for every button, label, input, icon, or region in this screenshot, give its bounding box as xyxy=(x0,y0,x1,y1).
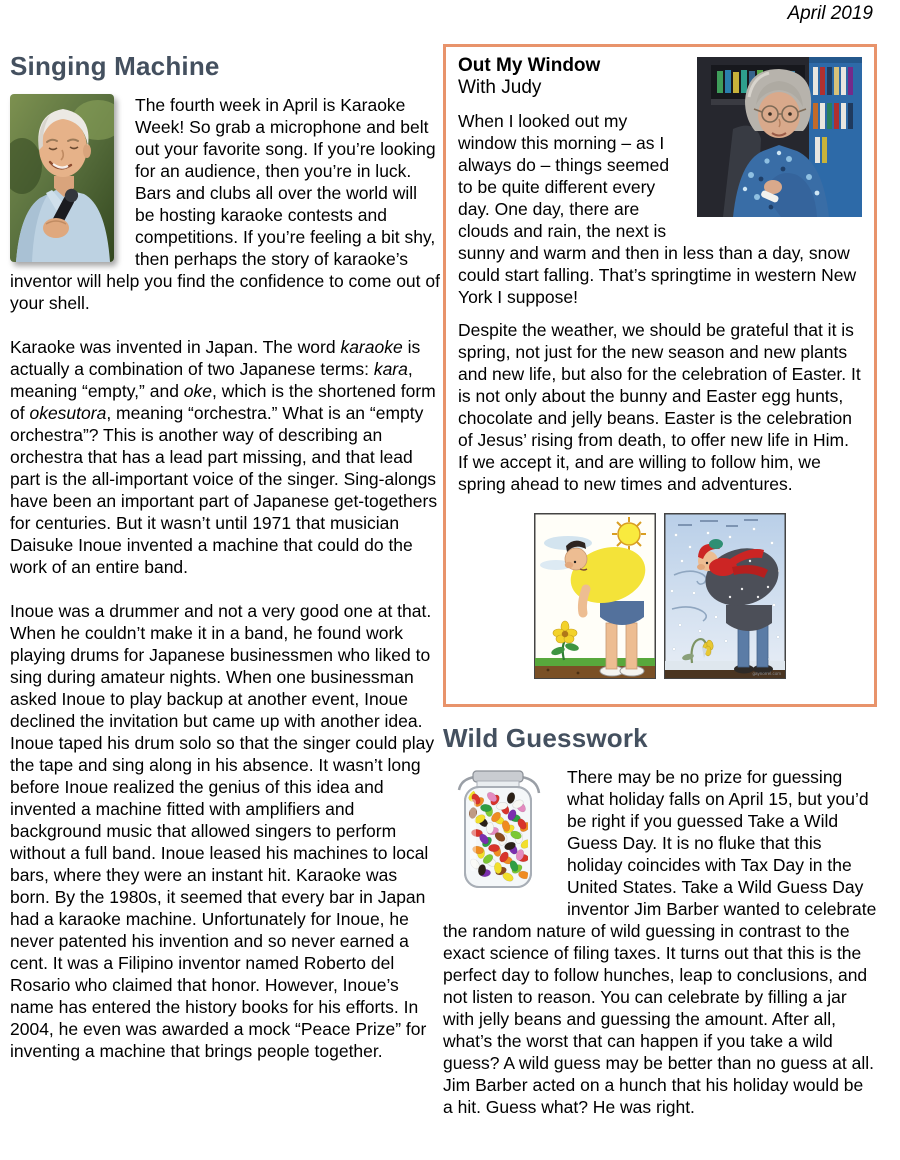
wild-guesswork-title: Wild Guesswork xyxy=(443,723,648,753)
wild-guesswork-paragraph-1: There may be no prize for guessing what holiday falls on April 15, but you’d be right if you guessed Take a Wild Guess Day. It is no fluke that this holiday coincides with Tax Day in the United States. Take a Wild Guess Day inventor Jim Barber wanted to celebrate the random nature of wild guessing in contrast to the exact science of filing taxes. It turns out that this is the perfect day to follow hunches, leap to conclusions, and not listen to reason. You can celebrate by filling a jar with jelly beans and guessing the amount. After all, what’s the worst that can happen if you take a wild guess? A wild guess may be better than no guess at all. Jim Barber acted on a hunch that his holiday would be a hit. Guess what? He was right. xyxy=(443,767,877,1117)
judy-photo xyxy=(697,57,862,217)
wild-guesswork-article xyxy=(443,724,877,1118)
singing-machine-paragraph-1: The fourth week in April is Karaoke Week! So grab a microphone and belt out your favorite song. If you’re looking for an audience, then you’re in luck. Bars and clubs all over the world will be hosting karaoke contests and competitions. If you’re feeling a bit shy, then perhaps the story of karaoke’s inventor will help you find the confidence to come out of your shell. xyxy=(10,95,440,313)
text-run: , meaning “empty,” and xyxy=(10,359,413,401)
text-run: , which is the shortened form of xyxy=(10,381,436,423)
singing-machine-paragraph-2 xyxy=(10,336,440,578)
singing-machine-article xyxy=(10,52,440,1062)
out-my-window-title: Out My Window xyxy=(458,55,601,76)
text-run: , meaning “orchestra.” What is an “empty orchestra”? This is another way of describing an orchestra that has a lead part missing, and that lead part is the all-important voice of the singer. Sing-alongs have been an important part of Japanese get-togethers for centuries. But it wasn’t until 1971 that musician Daisuke Inoue invented a machine that could do the work of an entire band. xyxy=(10,403,438,577)
issue-date: April 2019 xyxy=(787,3,873,24)
right-column xyxy=(443,44,877,1118)
out-my-window-subtitle: With Judy xyxy=(458,77,542,98)
singer-photo xyxy=(10,94,114,262)
text-run: Karaoke was invented in Japan. The word xyxy=(10,337,341,357)
out-my-window-paragraph-1: When I looked out my window this morning – as I always do – things seemed to be quite different every day. One day, there are clouds and rain, the next is sunny and warm and then in less than a day, snow could start falling. That’s springtime in western New York I suppose! xyxy=(458,111,857,307)
italic-term-karaoke: karaoke xyxy=(340,337,403,357)
singing-machine-title: Singing Machine xyxy=(10,51,220,81)
cartoon-snowy-panel xyxy=(664,513,786,679)
cartoon-sunny-panel xyxy=(534,513,656,679)
italic-term-kara: kara xyxy=(373,359,408,379)
jellybean-jar-image xyxy=(443,769,553,895)
out-my-window-paragraph-2: Despite the weather, we should be grateful that it is spring, not just for the new season and new plants and new life, but also for the celebration of Easter. It is not only about the bunny and Easter egg hunts, chocolate and jelly beans. Easter is the celebration of Jesus’ rising from death, to offer new life in Him. If we accept it, and are willing to follow him, we spring ahead to new times and adventures. xyxy=(458,320,861,494)
out-my-window-box xyxy=(443,44,877,707)
italic-term-okesutora: okesutora xyxy=(29,403,107,423)
italic-term-oke: oke xyxy=(183,381,213,401)
spring-weather-cartoon xyxy=(458,506,862,679)
singing-machine-paragraph-3: Inoue was a drummer and not a very good one at that. When he couldn’t make it in a band, he found work playing drums for Japanese businessmen who liked to sing during amateur nights. When one businessman asked Inoue to play backup at another event, Inoue declined the invitation but came up with another idea. Inoue taped his drum solo so that the singer could play the tape and sing along in his absence. It wasn’t long before Inoue realized the genius of this idea and invented a machine fitted with amplifiers and background music that allowed singers to perform without a full band. Inoue leased his machines to local bars, where they were an instant hit. Karaoke was born. By the 1980s, it seemed that every bar in Japan had a karaoke machine. Unfortunately for Inoue, he never patented his invention and so never earned a cent. It was a Filipino inventor named Roberto del Rosario who claimed that honor. However, Inoue’s name has entered the history books for his efforts. In 2004, he even was awarded a mock “Peace Prize” for inventing a machine that brings people together. xyxy=(10,601,435,1061)
text-run: is actually a combination of two Japanese terms: xyxy=(10,337,421,379)
cartoon-credit-text: gaynorrel.com xyxy=(752,671,782,676)
